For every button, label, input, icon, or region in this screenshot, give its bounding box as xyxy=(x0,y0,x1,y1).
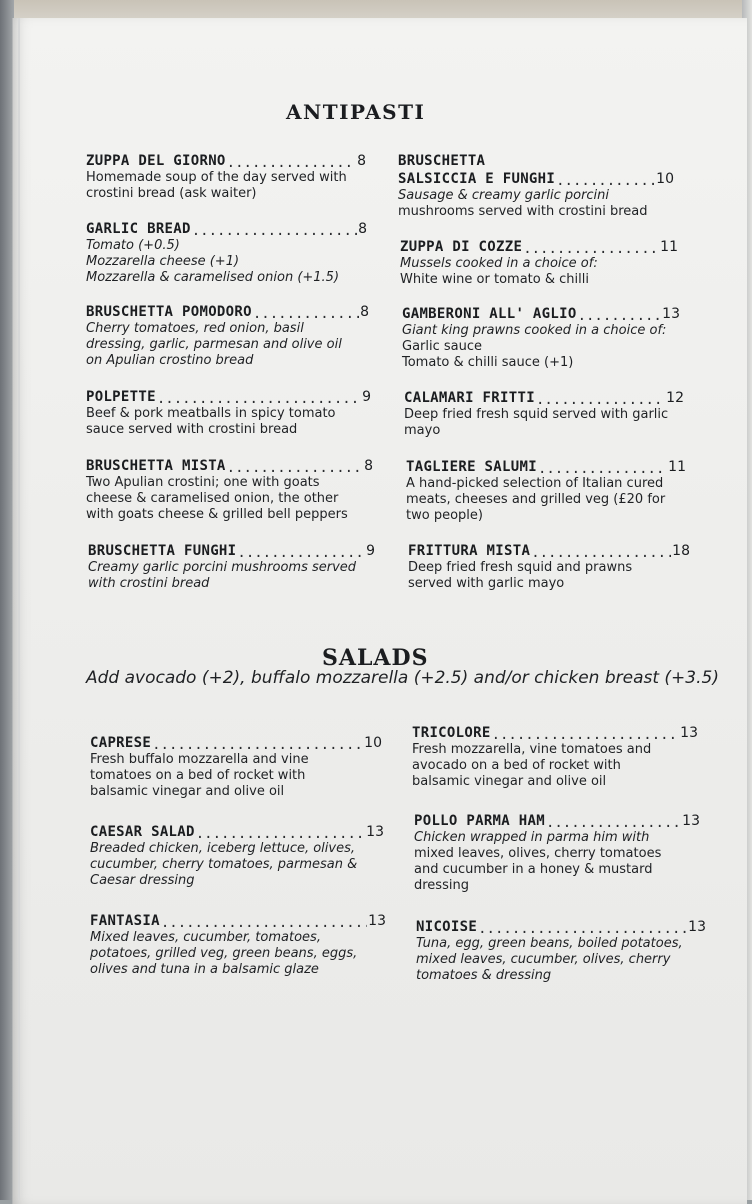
item-description: Breaded chicken, iceberg lettuce, olives, xyxy=(90,841,356,856)
item-description: Two Apulian crostini; one with goats xyxy=(86,475,320,490)
item-description: meats, cheeses and grilled veg (£20 for xyxy=(406,492,666,507)
menu-item xyxy=(416,918,706,984)
item-name: FRITTURA MISTA xyxy=(408,543,531,559)
item-description: balsamic vinegar and olive oil xyxy=(90,784,285,799)
item-price: 12 xyxy=(666,390,684,406)
item-description: two people) xyxy=(406,508,483,523)
menu-item xyxy=(414,812,700,894)
menu-item xyxy=(406,458,686,524)
item-description: Mixed leaves, cucumber, tomatoes, xyxy=(90,930,321,945)
menu-item xyxy=(402,305,680,371)
item-name: NICOISE xyxy=(416,919,478,935)
item-description: balsamic vinegar and olive oil xyxy=(412,774,607,789)
item-description: mayo xyxy=(404,423,441,438)
item-name: FANTASIA xyxy=(90,913,160,929)
leader-dots xyxy=(161,916,367,930)
item-description: avocado on a bed of rocket with xyxy=(412,758,621,773)
menu-item xyxy=(86,457,373,523)
item-description: with crostini bread xyxy=(88,576,210,591)
item-price: 8 xyxy=(357,153,366,169)
menu-item xyxy=(86,388,371,438)
item-description: Mussels cooked in a choice of: xyxy=(400,256,598,271)
leader-dots xyxy=(523,242,659,256)
item-price: 9 xyxy=(362,389,371,405)
menu-item xyxy=(408,542,690,592)
item-price: 8 xyxy=(358,221,367,237)
item-description: cucumber, cherry tomatoes, parmesan & xyxy=(90,857,358,872)
item-name: TRICOLORE xyxy=(412,725,491,741)
menu-item xyxy=(88,542,375,592)
item-description: dressing xyxy=(414,878,469,893)
item-description: Fresh buffalo mozzarella and vine xyxy=(90,752,309,767)
item-description: Tomato (+0.5) xyxy=(86,238,180,253)
item-price: 10 xyxy=(656,171,674,187)
item-description: Homemade soup of the day served with xyxy=(86,170,347,185)
item-description: Sausage & creamy garlic porcini xyxy=(398,188,610,203)
leader-dots xyxy=(492,728,680,742)
menu-item xyxy=(86,152,366,202)
item-description: served with garlic mayo xyxy=(408,576,565,591)
item-description: White wine or tomato & chilli xyxy=(400,272,589,287)
item-description: potatoes, grilled veg, green beans, eggs, xyxy=(90,946,358,961)
item-description: mixed leaves, cucumber, olives, cherry xyxy=(416,952,671,967)
leader-dots xyxy=(556,174,655,188)
item-name: ZUPPA DI COZZE xyxy=(400,239,523,255)
item-price: 11 xyxy=(668,459,686,475)
item-description: sauce served with crostini bread xyxy=(86,422,298,437)
item-name: CALAMARI FRITTI xyxy=(404,390,535,406)
item-price: 18 xyxy=(672,543,690,559)
item-description: crostini bread (ask waiter) xyxy=(86,186,257,201)
item-name: BRUSCHETTA MISTA xyxy=(86,458,226,474)
item-description: Tomato & chilli sauce (+1) xyxy=(402,355,574,370)
item-price: 8 xyxy=(360,304,369,320)
menu-item xyxy=(86,220,367,286)
item-description: and cucumber in a honey & mustard xyxy=(414,862,653,877)
item-name: GAMBERONI ALL' AGLIO xyxy=(402,306,577,322)
leader-dots xyxy=(152,738,363,752)
menu-item xyxy=(404,389,684,439)
item-description: dressing, garlic, parmesan and olive oil xyxy=(86,337,342,352)
antipasti-heading: ANTIPASTI xyxy=(286,100,426,124)
item-name: BRUSCHETTA xyxy=(398,153,486,169)
leader-dots xyxy=(237,546,365,560)
item-name: BRUSCHETTA POMODORO xyxy=(86,304,252,320)
item-description: Chicken wrapped in parma him with xyxy=(414,830,650,845)
item-description: Beef & pork meatballs in spicy tomato xyxy=(86,406,336,421)
item-name: ZUPPA DEL GIORNO xyxy=(86,153,226,169)
leader-dots xyxy=(157,392,361,406)
item-price: 10 xyxy=(364,735,382,751)
item-description: with goats cheese & grilled bell peppers xyxy=(86,507,348,522)
item-name: POLLO PARMA HAM xyxy=(414,813,545,829)
item-price: 13 xyxy=(682,813,700,829)
menu-page-fold xyxy=(18,18,20,1200)
item-price: 9 xyxy=(366,543,375,559)
item-description: Mozzarella & caramelised onion (+1.5) xyxy=(86,270,340,285)
item-description: mixed leaves, olives, cherry tomatoes xyxy=(414,846,662,861)
leader-dots xyxy=(538,462,667,476)
item-description: Fresh mozzarella, vine tomatoes and xyxy=(412,742,652,757)
leader-dots xyxy=(478,922,687,936)
menu-item xyxy=(86,303,369,369)
salads-subtitle: Add avocado (+2), buffalo mozzarella (+2.5) and/or chicken breast (+3.5) xyxy=(86,668,719,688)
item-description: on Apulian crostino bread xyxy=(86,353,254,368)
leader-dots xyxy=(578,309,662,323)
item-description: tomatoes & dressing xyxy=(416,968,552,983)
item-name: SALSICCIA E FUNGHI xyxy=(398,171,556,187)
item-price: 13 xyxy=(680,725,698,741)
item-price: 13 xyxy=(366,824,384,840)
leader-dots xyxy=(227,461,363,475)
item-description: Cherry tomatoes, red onion, basil xyxy=(86,321,304,336)
item-name: TAGLIERE SALUMI xyxy=(406,459,537,475)
item-description: cheese & caramelised onion, the other xyxy=(86,491,339,506)
menu-item xyxy=(412,724,698,790)
item-price: 13 xyxy=(688,919,706,935)
leader-dots xyxy=(546,816,681,830)
item-price: 8 xyxy=(364,458,373,474)
item-description: Mozzarella cheese (+1) xyxy=(86,254,240,269)
item-price: 13 xyxy=(368,913,386,929)
leader-dots xyxy=(196,827,365,841)
menu-item xyxy=(400,238,678,288)
salads-heading: SALADS xyxy=(322,645,429,671)
leader-dots xyxy=(531,546,671,560)
menu-item xyxy=(90,823,384,889)
item-price: 11 xyxy=(660,239,678,255)
item-description: olives and tuna in a balsamic glaze xyxy=(90,962,319,977)
item-description: Giant king prawns cooked in a choice of: xyxy=(402,323,667,338)
item-name: CAPRESE xyxy=(90,735,152,751)
item-description: Caesar dressing xyxy=(90,873,195,888)
leader-dots xyxy=(536,393,665,407)
item-description: Deep fried fresh squid and prawns xyxy=(408,560,633,575)
item-description: Deep fried fresh squid served with garlic xyxy=(404,407,669,422)
item-description: Creamy garlic porcini mushrooms served xyxy=(88,560,357,575)
item-description: Tuna, egg, green beans, boiled potatoes, xyxy=(416,936,683,951)
leader-dots xyxy=(192,224,357,238)
item-description: mushrooms served with crostini bread xyxy=(398,204,648,219)
leader-dots xyxy=(253,307,359,321)
item-description: A hand-picked selection of Italian cured xyxy=(406,476,664,491)
menu-item xyxy=(398,152,674,220)
item-name: POLPETTE xyxy=(86,389,156,405)
item-name: CAESAR SALAD xyxy=(90,824,195,840)
item-name: GARLIC BREAD xyxy=(86,221,191,237)
menu-item xyxy=(90,912,386,978)
item-name: BRUSCHETTA FUNGHI xyxy=(88,543,237,559)
item-price: 13 xyxy=(662,306,680,322)
leader-dots xyxy=(227,156,356,170)
menu-item xyxy=(90,734,382,800)
item-description: Garlic sauce xyxy=(402,339,483,354)
item-description: tomatoes on a bed of rocket with xyxy=(90,768,306,783)
